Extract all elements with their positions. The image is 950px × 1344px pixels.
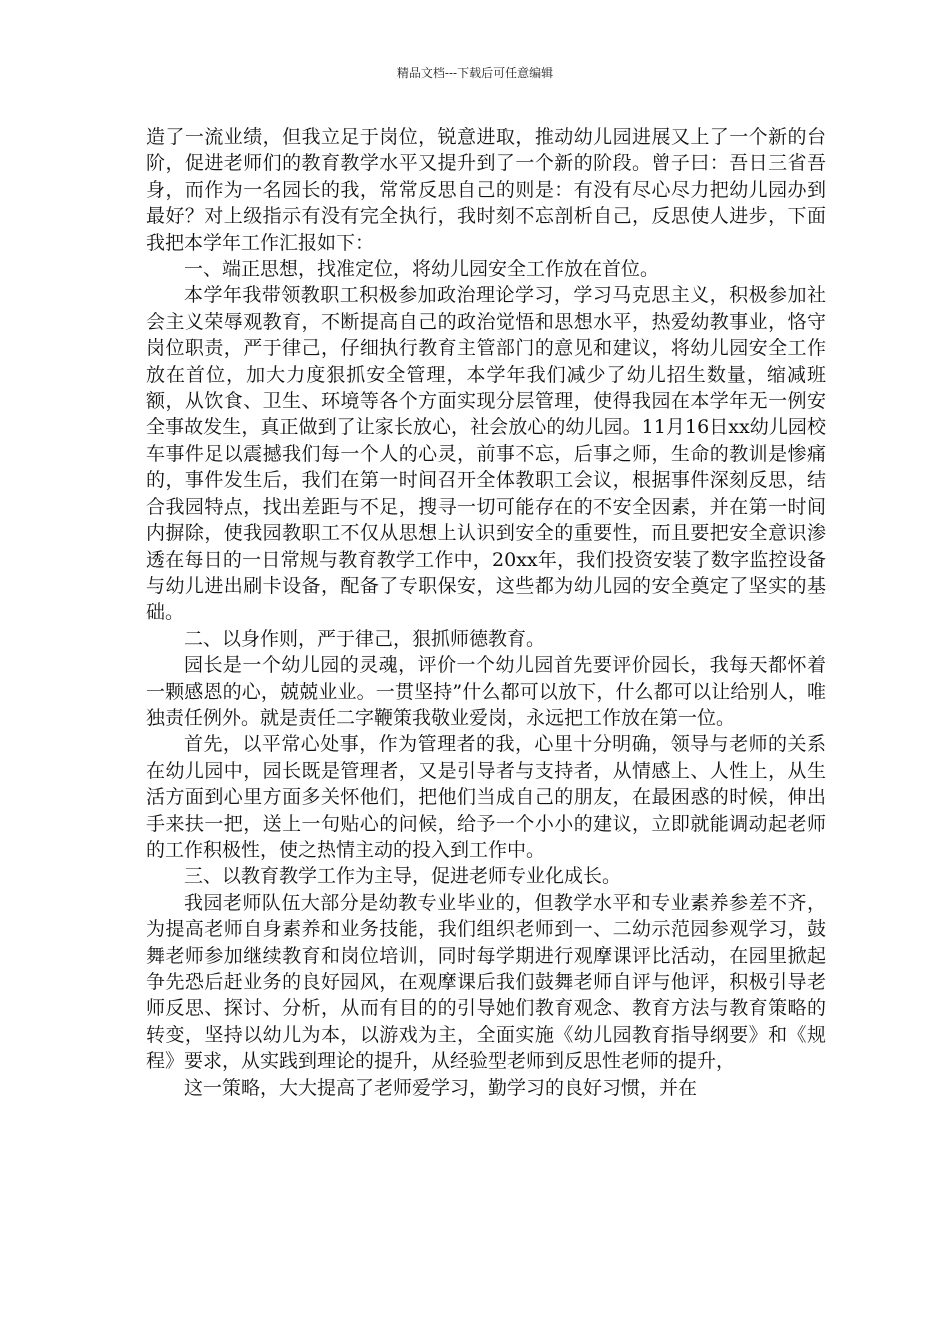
page-header: 精品文档---下载后可任意编辑 bbox=[396, 66, 554, 80]
paragraph-teaching: 我园老师队伍大部分是幼教专业毕业的，但教学水平和专业素养参差不齐，为提高老师自身素养和业务技能，我们组织老师到一、二幼示范园参观学习，鼓舞老师参加继续教育和岗位培训，同时每学期进行观摩课评比活动，在园里掀起争先恐后赶业务的良好园风，在观摩课后我们鼓舞老师自评与他评，积极引导老师反思、探讨、分析，从而有目的的引导她们教育观念、教育方法与教育策略的转变，坚持以幼儿为本，以游戏为主，全面实施《幼儿园教育指导纲要》和《规程》要求，从实践到理论的提升，从经验型老师到反思性老师的提升， bbox=[146, 891, 826, 1073]
section-heading-1: 一、端正思想，找准定位，将幼儿园安全工作放在首位。 bbox=[184, 258, 660, 281]
section-heading-3: 三、以教育教学工作为主导，促进老师专业化成长。 bbox=[184, 865, 622, 888]
paragraph-strategy: 这一策略，大大提高了老师爱学习，勤学习的良好习惯，并在 bbox=[184, 1076, 698, 1099]
paragraph-safety: 本学年我带领教职工积极参加政治理论学习，学习马克思主义，积极参加社会主义荣辱观教育，不断提高自己的政治觉悟和思想水平，热爱幼教事业，恪守岗位职责，严于律己，仔细执行教育主管部门的意见和建议，将幼儿园安全工作放在首位，加大力度狠抓安全管理，本学年我们减少了幼儿招生数量，缩减班额，从饮食、卫生、环境等各个方面实现分层管理，使得我园在本学年无一例安全事故发生，真正做到了让家长放心，社会放心的幼儿园。11月16日xx幼儿园校车事件足以震撼我们每一个人的心灵，前事不忘，后事之师，生命的教训是惨痛的，事件发生后，我们在第一时间召开全体教职工会议，根据事件深刻反思，结合我园特点，找出差距与不足，搜寻一切可能存在的不安全因素，并在第一时间内摒除，使我园教职工不仅从思想上认识到安全的重要性，而且要把安全意识渗透在每日的一日常规与教育教学工作中，20xx年，我们投资安装了数字监控设备与幼儿进出刷卡设备，配备了专职保安，这些都为幼儿园的安全奠定了坚实的基础。 bbox=[146, 284, 826, 624]
document-body bbox=[146, 124, 826, 1101]
paragraph-ethics: 园长是一个幼儿园的灵魂，评价一个幼儿园首先要评价园长，我每天都怀着一颗感恩的心，兢兢业业。一贯坚持”什么都可以放下，什么都可以让给别人，唯独责任例外。就是责任二字鞭策我敬业爱岗，永远把工作放在第一位。 bbox=[146, 654, 826, 729]
paragraph-intro: 造了一流业绩，但我立足于岗位，锐意进取，推动幼儿园进展又上了一个新的台阶，促进老师们的教育教学水平又提升到了一个新的阶段。曾子曰：吾日三省吾身，而作为一名园长的我，常常反思自己的则是：有没有尽心尽力把幼儿园办到最好？对上级指示有没有完全执行，我时刻不忘剖析自己，反思使人进步，下面我把本学年工作汇报如下： bbox=[146, 126, 826, 254]
paragraph-management: 首先，以平常心处事，作为管理者的我，心里十分明确，领导与老师的关系在幼儿园中，园长既是管理者，又是引导者与支持者，从情感上、人性上，从生活方面到心里方面多关怀他们，把他们当成自己的朋友，在最困惑的时候，伸出手来扶一把，送上一句贴心的问候，给予一个小小的建议，立即就能调动起老师的工作积极性，使之热情主动的投入到工作中。 bbox=[146, 733, 826, 861]
section-heading-2: 二、以身作则，严于律己，狠抓师德教育。 bbox=[184, 627, 546, 650]
